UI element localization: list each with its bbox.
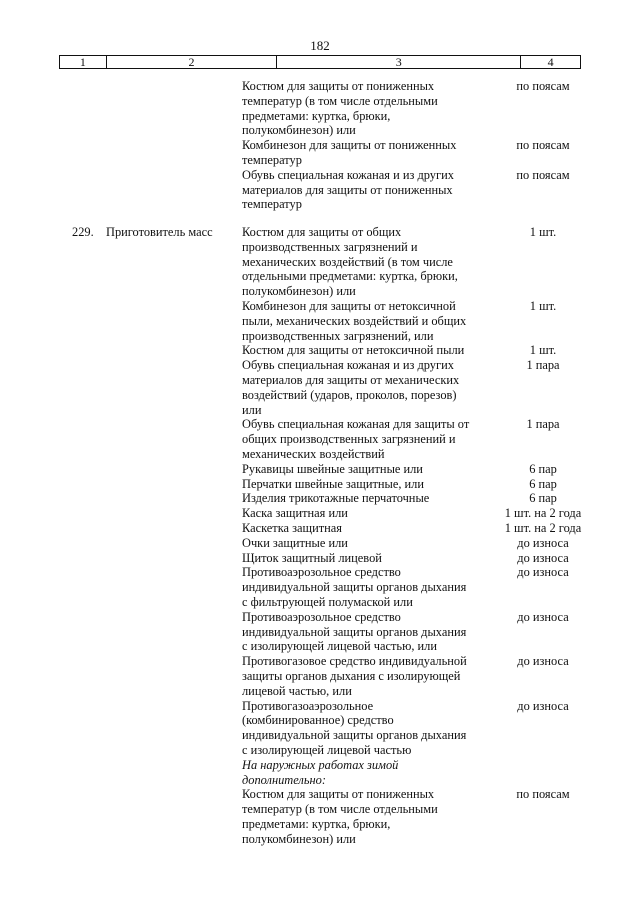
item-line: производственных загрязнений и: [242, 239, 418, 254]
item-norm: по поясам: [516, 79, 570, 93]
item-line: температур: [242, 153, 302, 167]
item-line: Рукавицы швейные защитные или: [242, 461, 423, 476]
item-line: индивидуальной защиты органов дыхания: [242, 580, 467, 595]
item-line: Обувь специальная кожаная и из других: [242, 167, 454, 182]
item-norm: по поясам: [516, 167, 570, 182]
item-line: с фильтрующей полумаской или: [242, 595, 413, 609]
item-norm: 6 пар: [529, 491, 557, 506]
note-line: На наружных работах зимой: [242, 757, 399, 772]
header-col-1: 1: [60, 56, 107, 68]
item-line: Щиток защитный лицевой: [242, 550, 382, 565]
item-line: механических воздействий (в том числе: [242, 254, 453, 269]
note-line: дополнительно:: [242, 772, 326, 787]
item-line: предметами: куртка, брюки,: [242, 817, 391, 831]
item-norm: по поясам: [516, 138, 570, 153]
item-line: температур (в том числе отдельными: [242, 93, 438, 108]
entry-number: 229.: [72, 225, 94, 239]
item-norm: 6 пар: [529, 461, 557, 476]
item-line: с изолирующей лицевой частью, или: [242, 639, 437, 654]
item-norm: до износа: [517, 535, 569, 550]
item-line: защиты органов дыхания с изолирующей: [242, 669, 461, 683]
table-header: [59, 55, 581, 69]
item-line: материалов для защиты от пониженных: [242, 182, 453, 197]
header-col-4: 4: [547, 55, 554, 69]
item-line: Обувь специальная кожаная для защиты от: [242, 417, 470, 432]
item-norm: до износа: [517, 609, 569, 624]
item-line: Противоаэрозольное средство: [242, 565, 401, 580]
item-line: Костюм для защиты от пониженных: [242, 79, 435, 93]
item-norm: 1 шт. на 2 года: [504, 521, 582, 535]
item-line: Противогазовое средство индивидуальной: [242, 654, 467, 669]
item-norm: 1 шт.: [529, 343, 557, 358]
header-col-3: 3: [277, 56, 521, 68]
item-line: или: [242, 402, 262, 417]
page-number: 182: [310, 38, 330, 53]
item-line: материалов для защиты от механических: [242, 373, 460, 387]
entry-profession: Приготовитель масс: [106, 225, 213, 239]
item-line: предметами: куртка, брюки,: [242, 108, 391, 123]
item-line: Комбинезон для защиты от нетоксичной: [242, 299, 456, 313]
item-line: Противогазоаэрозольное: [242, 698, 374, 713]
item-line: температур (в том числе отдельными: [242, 802, 438, 817]
item-line: Костюм для защиты от общих: [242, 225, 402, 239]
item-line: индивидуальной защиты органов дыхания: [242, 624, 467, 639]
item-line: Костюм для защиты от пониженных: [242, 787, 435, 802]
item-line: Обувь специальная кожаная и из других: [242, 358, 454, 373]
item-line: отдельными предметами: куртка, брюки,: [242, 269, 458, 284]
item-line: пыли, механических воздействий и общих: [242, 313, 467, 328]
item-line: производственных загрязнений, или: [242, 328, 434, 343]
item-line: Каска защитная или: [242, 506, 348, 521]
item-line: полукомбинезон) или: [242, 284, 356, 299]
item-line: Каскетка защитная: [242, 521, 342, 535]
item-line: Противоаэрозольное средство: [242, 609, 401, 624]
item-norm: 6 пар: [529, 476, 557, 491]
item-line: Очки защитные или: [242, 535, 348, 550]
item-line: с изолирующей лицевой частью: [242, 743, 412, 757]
item-line: Костюм для защиты от нетоксичной пыли: [242, 343, 465, 358]
item-line: Изделия трикотажные перчаточные: [242, 491, 430, 506]
item-norm: 1 пара: [526, 358, 560, 373]
item-norm: до износа: [517, 654, 569, 669]
item-norm: до износа: [517, 565, 569, 580]
item-line: (комбинированное) средство: [242, 713, 394, 728]
item-line: общих производственных загрязнений и: [242, 432, 456, 447]
item-line: индивидуальной защиты органов дыхания: [242, 728, 467, 743]
item-line: механических воздействий: [242, 447, 385, 461]
item-line: воздействий (ударов, проколов, порезов): [242, 387, 457, 402]
item-line: Комбинезон для защиты от пониженных: [242, 138, 457, 153]
item-norm: 1 шт.: [529, 299, 557, 313]
item-norm: до износа: [517, 550, 569, 565]
item-line: Перчатки швейные защитные, или: [242, 476, 424, 491]
item-norm: 1 пара: [526, 417, 560, 432]
item-line: лицевой частью, или: [242, 683, 352, 698]
item-line: полукомбинезон) или: [242, 123, 356, 138]
item-norm: по поясам: [516, 787, 570, 802]
item-line: температур: [242, 197, 302, 212]
item-norm: 1 шт.: [529, 225, 557, 239]
item-norm: 1 шт. на 2 года: [504, 506, 582, 521]
item-line: полукомбинезон) или: [242, 831, 356, 846]
item-norm: до износа: [517, 698, 569, 713]
header-col-2: 2: [107, 56, 277, 68]
